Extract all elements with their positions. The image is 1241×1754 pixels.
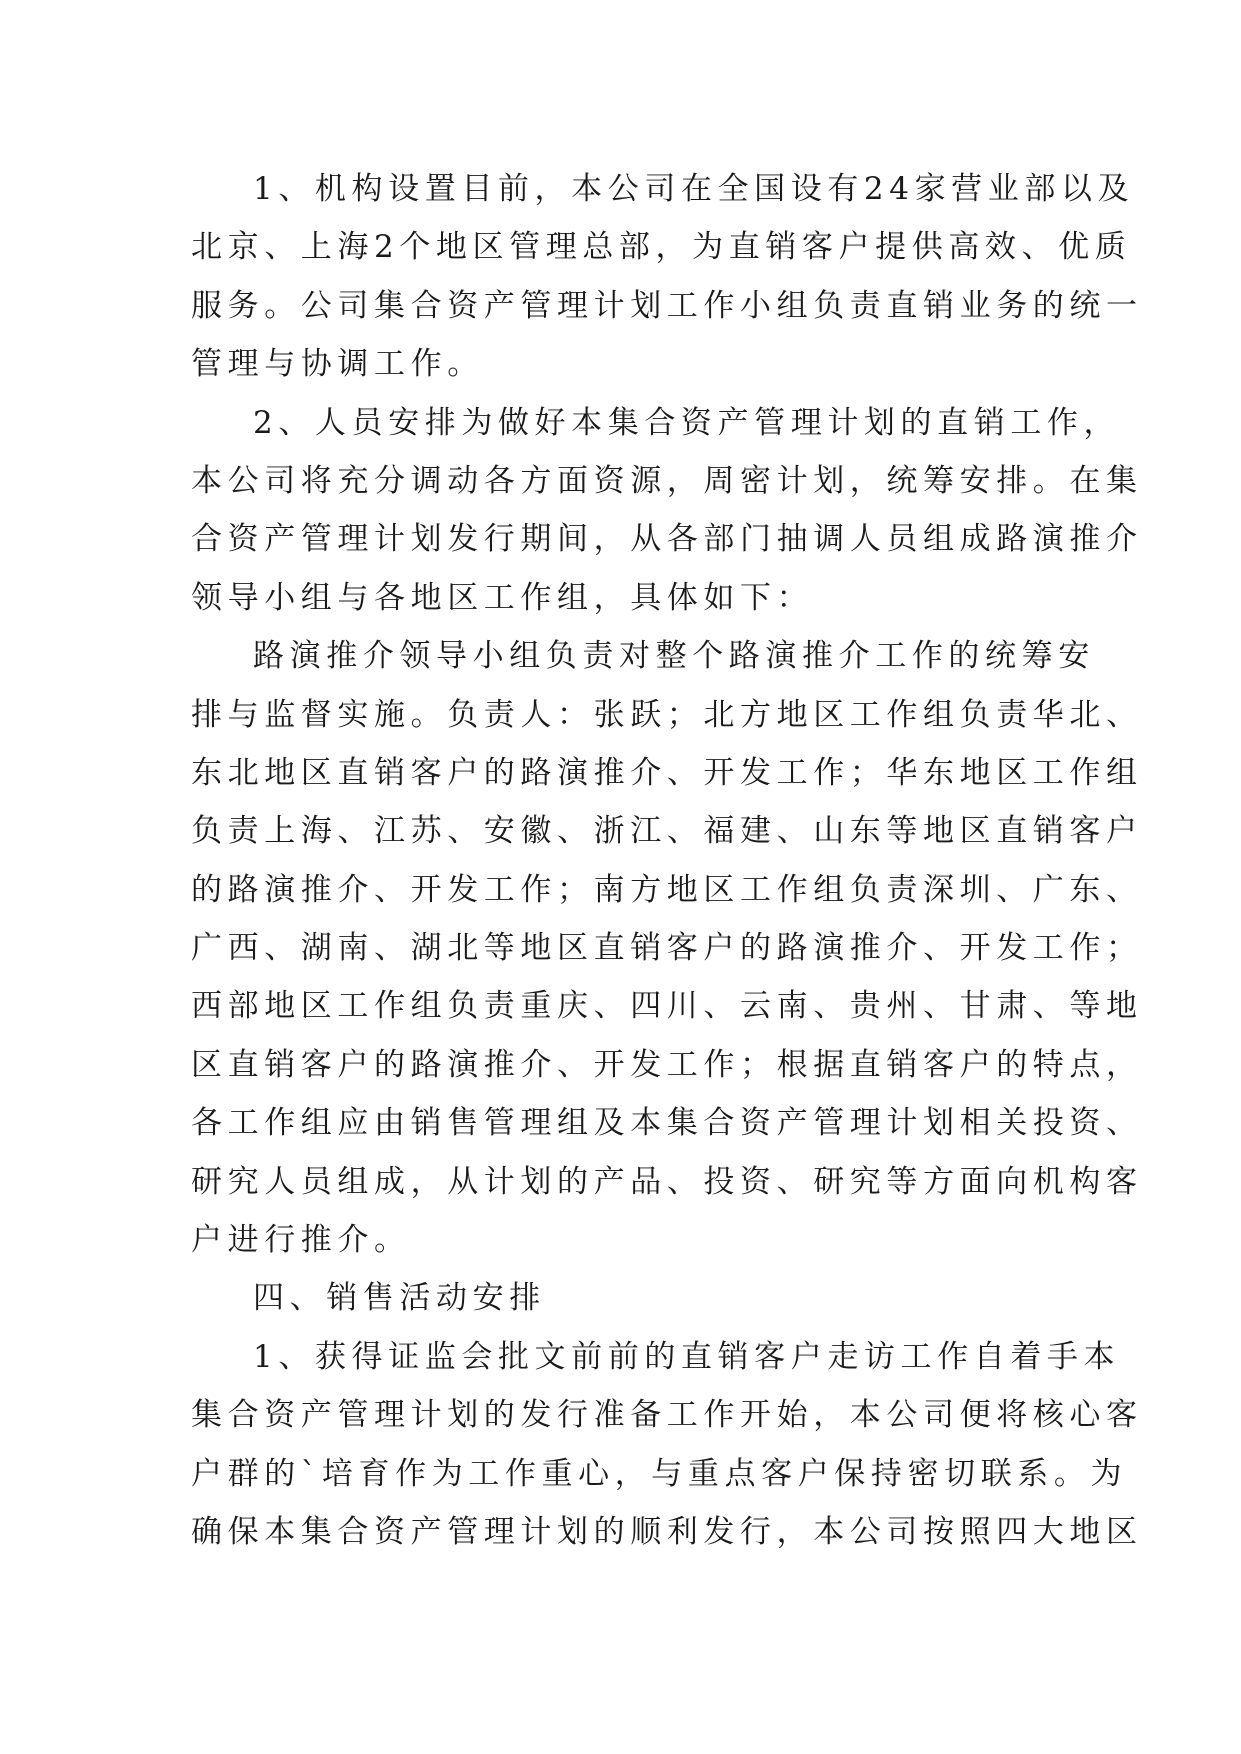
text-line: 1、机构设置目前，本公司在全国设有24家营业部以及: [253, 171, 1135, 207]
text-line: 东北地区直销客户的路演推介、开发工作；华东地区工作组: [191, 754, 1143, 791]
text-line: 广西、湖南、湖北等地区直销客户的路演推介、开发工作；: [191, 930, 1143, 967]
text-line: 路演推介领导小组负责对整个路演推介工作的统筹安: [253, 638, 1095, 675]
text-line: 服务。公司集合资产管理计划工作小组负责直销业务的统一: [191, 287, 1143, 324]
text-line: 排与监督实施。负责人：张跃；北方地区工作组负责华北、: [191, 696, 1143, 733]
text-line: 的路演推介、开发工作；南方地区工作组负责深圳、广东、: [191, 871, 1143, 908]
text-line: 负责上海、江苏、安徽、浙江、福建、山东等地区直销客户: [191, 813, 1143, 850]
text-line: 各工作组应由销售管理组及本集合资产管理计划相关投资、: [191, 1105, 1143, 1142]
text-line: 区直销客户的路演推介、开发工作；根据直销客户的特点，: [191, 1046, 1143, 1083]
document-body: [191, 160, 1143, 1561]
text-line: 户进行推介。: [191, 1222, 411, 1259]
text-line: 户群的`培育作为工作重心，与重点客户保持密切联系。为: [191, 1455, 1128, 1492]
text-line: 领导小组与各地区工作组，具体如下：: [191, 579, 814, 616]
text-line: 1、获得证监会批文前前的直销客户走访工作自着手本: [253, 1338, 1121, 1375]
text-line: 2、人员安排为做好本集合资产管理计划的直销工作，: [253, 404, 1121, 441]
text-line: 管理与协调工作。: [191, 346, 484, 383]
text-line: 西部地区工作组负责重庆、四川、云南、贵州、甘肃、等地: [191, 988, 1143, 1025]
text-line: 合资产管理计划发行期间，从各部门抽调人员组成路演推介: [191, 521, 1143, 558]
text-line: 集合资产管理计划的发行准备工作开始，本公司便将核心客: [191, 1397, 1143, 1434]
text-line: 北京、上海2个地区管理总部，为直销客户提供高效、优质: [191, 229, 1132, 266]
text-line: 确保本集合资产管理计划的顺利发行，本公司按照四大地区: [191, 1513, 1143, 1550]
text-line: 研究人员组成，从计划的产品、投资、研究等方面向机构客: [191, 1163, 1143, 1200]
text-line: 四、销售活动安排: [253, 1280, 546, 1317]
text-line: 本公司将充分调动各方面资源，周密计划，统筹安排。在集: [191, 462, 1143, 499]
